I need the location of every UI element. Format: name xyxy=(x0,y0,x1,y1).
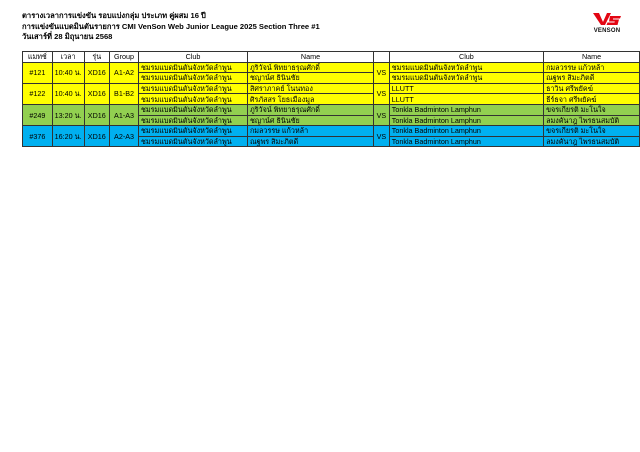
col-club-left: Club xyxy=(139,52,248,63)
schedule-title: ตารางเวลาการแข่งขัน รอบแบ่งกลุ่ม ประเภท คู่ผสม 16 ปี xyxy=(22,11,206,20)
right-club: Tonkla Badminton Lamphun xyxy=(389,115,543,126)
left-club: ชมรมแบดมินตันจังหวัดลำพูน xyxy=(139,104,248,115)
match-category: XD16 xyxy=(84,62,109,83)
left-player-name: ศิรภัสสร โยธเมืองมูล xyxy=(247,94,373,105)
right-player-name: ธาวิน ศรีพยัคฆ์ xyxy=(544,83,640,94)
right-player-name: ลมงคันาฎ ไพรธนสมบัติ xyxy=(544,115,640,126)
right-player-name: ธีร์ธจา ศรีพยัคฆ์ xyxy=(544,94,640,105)
venson-logo-icon xyxy=(592,11,622,27)
col-vs xyxy=(374,52,390,63)
col-category: รุ่น xyxy=(84,52,109,63)
right-player-name: ขจรเกียรติ มะโนใจ xyxy=(544,104,640,115)
left-player-name: ชญาน์ศ ธินินชัย xyxy=(247,73,373,84)
match-time: 16:20 น. xyxy=(52,126,84,147)
match-number: #376 xyxy=(23,126,53,147)
vs-label: VS xyxy=(374,104,390,125)
left-player-name: กมลวรรษ แก้วหล้า xyxy=(247,126,373,137)
match-number: #249 xyxy=(23,104,53,125)
table-row xyxy=(23,62,640,73)
col-group: Group xyxy=(110,52,139,63)
left-club: ชมรมแบดมินตันจังหวัดลำพูน xyxy=(139,115,248,126)
left-club: ชมรมแบดมินตันจังหวัดลำพูน xyxy=(139,73,248,84)
left-club: ชมรมแบดมินตันจังหวัดลำพูน xyxy=(139,83,248,94)
table-body xyxy=(23,62,640,147)
right-club: Tonkla Badminton Lamphun xyxy=(389,126,543,137)
left-player-name: ชญาน์ศ ธินินชัย xyxy=(247,115,373,126)
right-player-name: ขจรเกียรติ มะโนใจ xyxy=(544,126,640,137)
col-match: แมทช์ xyxy=(23,52,53,63)
match-category: XD16 xyxy=(84,83,109,104)
match-time: 10:40 น. xyxy=(52,83,84,104)
document-header xyxy=(22,11,320,43)
col-name-right: Name xyxy=(544,52,640,63)
left-club: ชมรมแบดมินตันจังหวัดลำพูน xyxy=(139,136,248,147)
left-club: ชมรมแบดมินตันจังหวัดลำพูน xyxy=(139,94,248,105)
table-row xyxy=(23,126,640,137)
venson-logo xyxy=(590,11,624,39)
left-club: ชมรมแบดมินตันจังหวัดลำพูน xyxy=(139,126,248,137)
match-category: XD16 xyxy=(84,126,109,147)
right-club: LLUTT xyxy=(389,83,543,94)
match-group: A2-A3 xyxy=(110,126,139,147)
right-club: Tonkla Badminton Lamphun xyxy=(389,136,543,147)
left-player-name: ภูริวัจน์ พิทยาธรุณศักดิ์ xyxy=(247,104,373,115)
left-player-name: สิศราภาคย์ โนนทอง xyxy=(247,83,373,94)
match-number: #122 xyxy=(23,83,53,104)
match-category: XD16 xyxy=(84,104,109,125)
match-time: 10:40 น. xyxy=(52,62,84,83)
col-club-right: Club xyxy=(389,52,543,63)
table-row xyxy=(23,83,640,94)
right-club: ชมรมแบดมินตันจังหวัดลำพูน xyxy=(389,73,543,84)
left-player-name: ณฐพร สิมะภิตดี xyxy=(247,136,373,147)
match-group: A1-A3 xyxy=(110,104,139,125)
vs-label: VS xyxy=(374,126,390,147)
tournament-title: การแข่งขันแบดมินตันรายการ CMI VenSon Web Junior League 2025 Section Three #1 xyxy=(22,21,320,31)
table-row xyxy=(23,104,640,115)
left-club: ชมรมแบดมินตันจังหวัดลำพูน xyxy=(139,62,248,73)
match-number: #121 xyxy=(23,62,53,83)
col-name-left: Name xyxy=(247,52,373,63)
vs-label: VS xyxy=(374,62,390,83)
schedule-date: วันเสาร์ที่ 28 มิถุนายน 2568 xyxy=(22,32,113,42)
match-time: 13:20 น. xyxy=(52,104,84,125)
left-player-name: ภูริวัจน์ พิทยาธรุณศักดิ์ xyxy=(247,62,373,73)
table-header-row xyxy=(23,52,640,63)
match-schedule-table xyxy=(22,51,640,147)
right-club: Tonkla Badminton Lamphun xyxy=(389,104,543,115)
right-player-name: กมลวรรษ แก้วหล้า xyxy=(544,62,640,73)
right-player-name: ณฐพร สิมะภิตดี xyxy=(544,73,640,84)
match-group: B1-B2 xyxy=(110,83,139,104)
col-time: เวลา xyxy=(52,52,84,63)
vs-label: VS xyxy=(374,83,390,104)
right-club: ชมรมแบดมินตันจังหวัดลำพูน xyxy=(389,62,543,73)
right-club: LLUTT xyxy=(389,94,543,105)
right-player-name: ลมงคันาฎ ไพรธนสมบัติ xyxy=(544,136,640,147)
match-group: A1-A2 xyxy=(110,62,139,83)
venson-logo-text: VENSON xyxy=(593,28,621,34)
